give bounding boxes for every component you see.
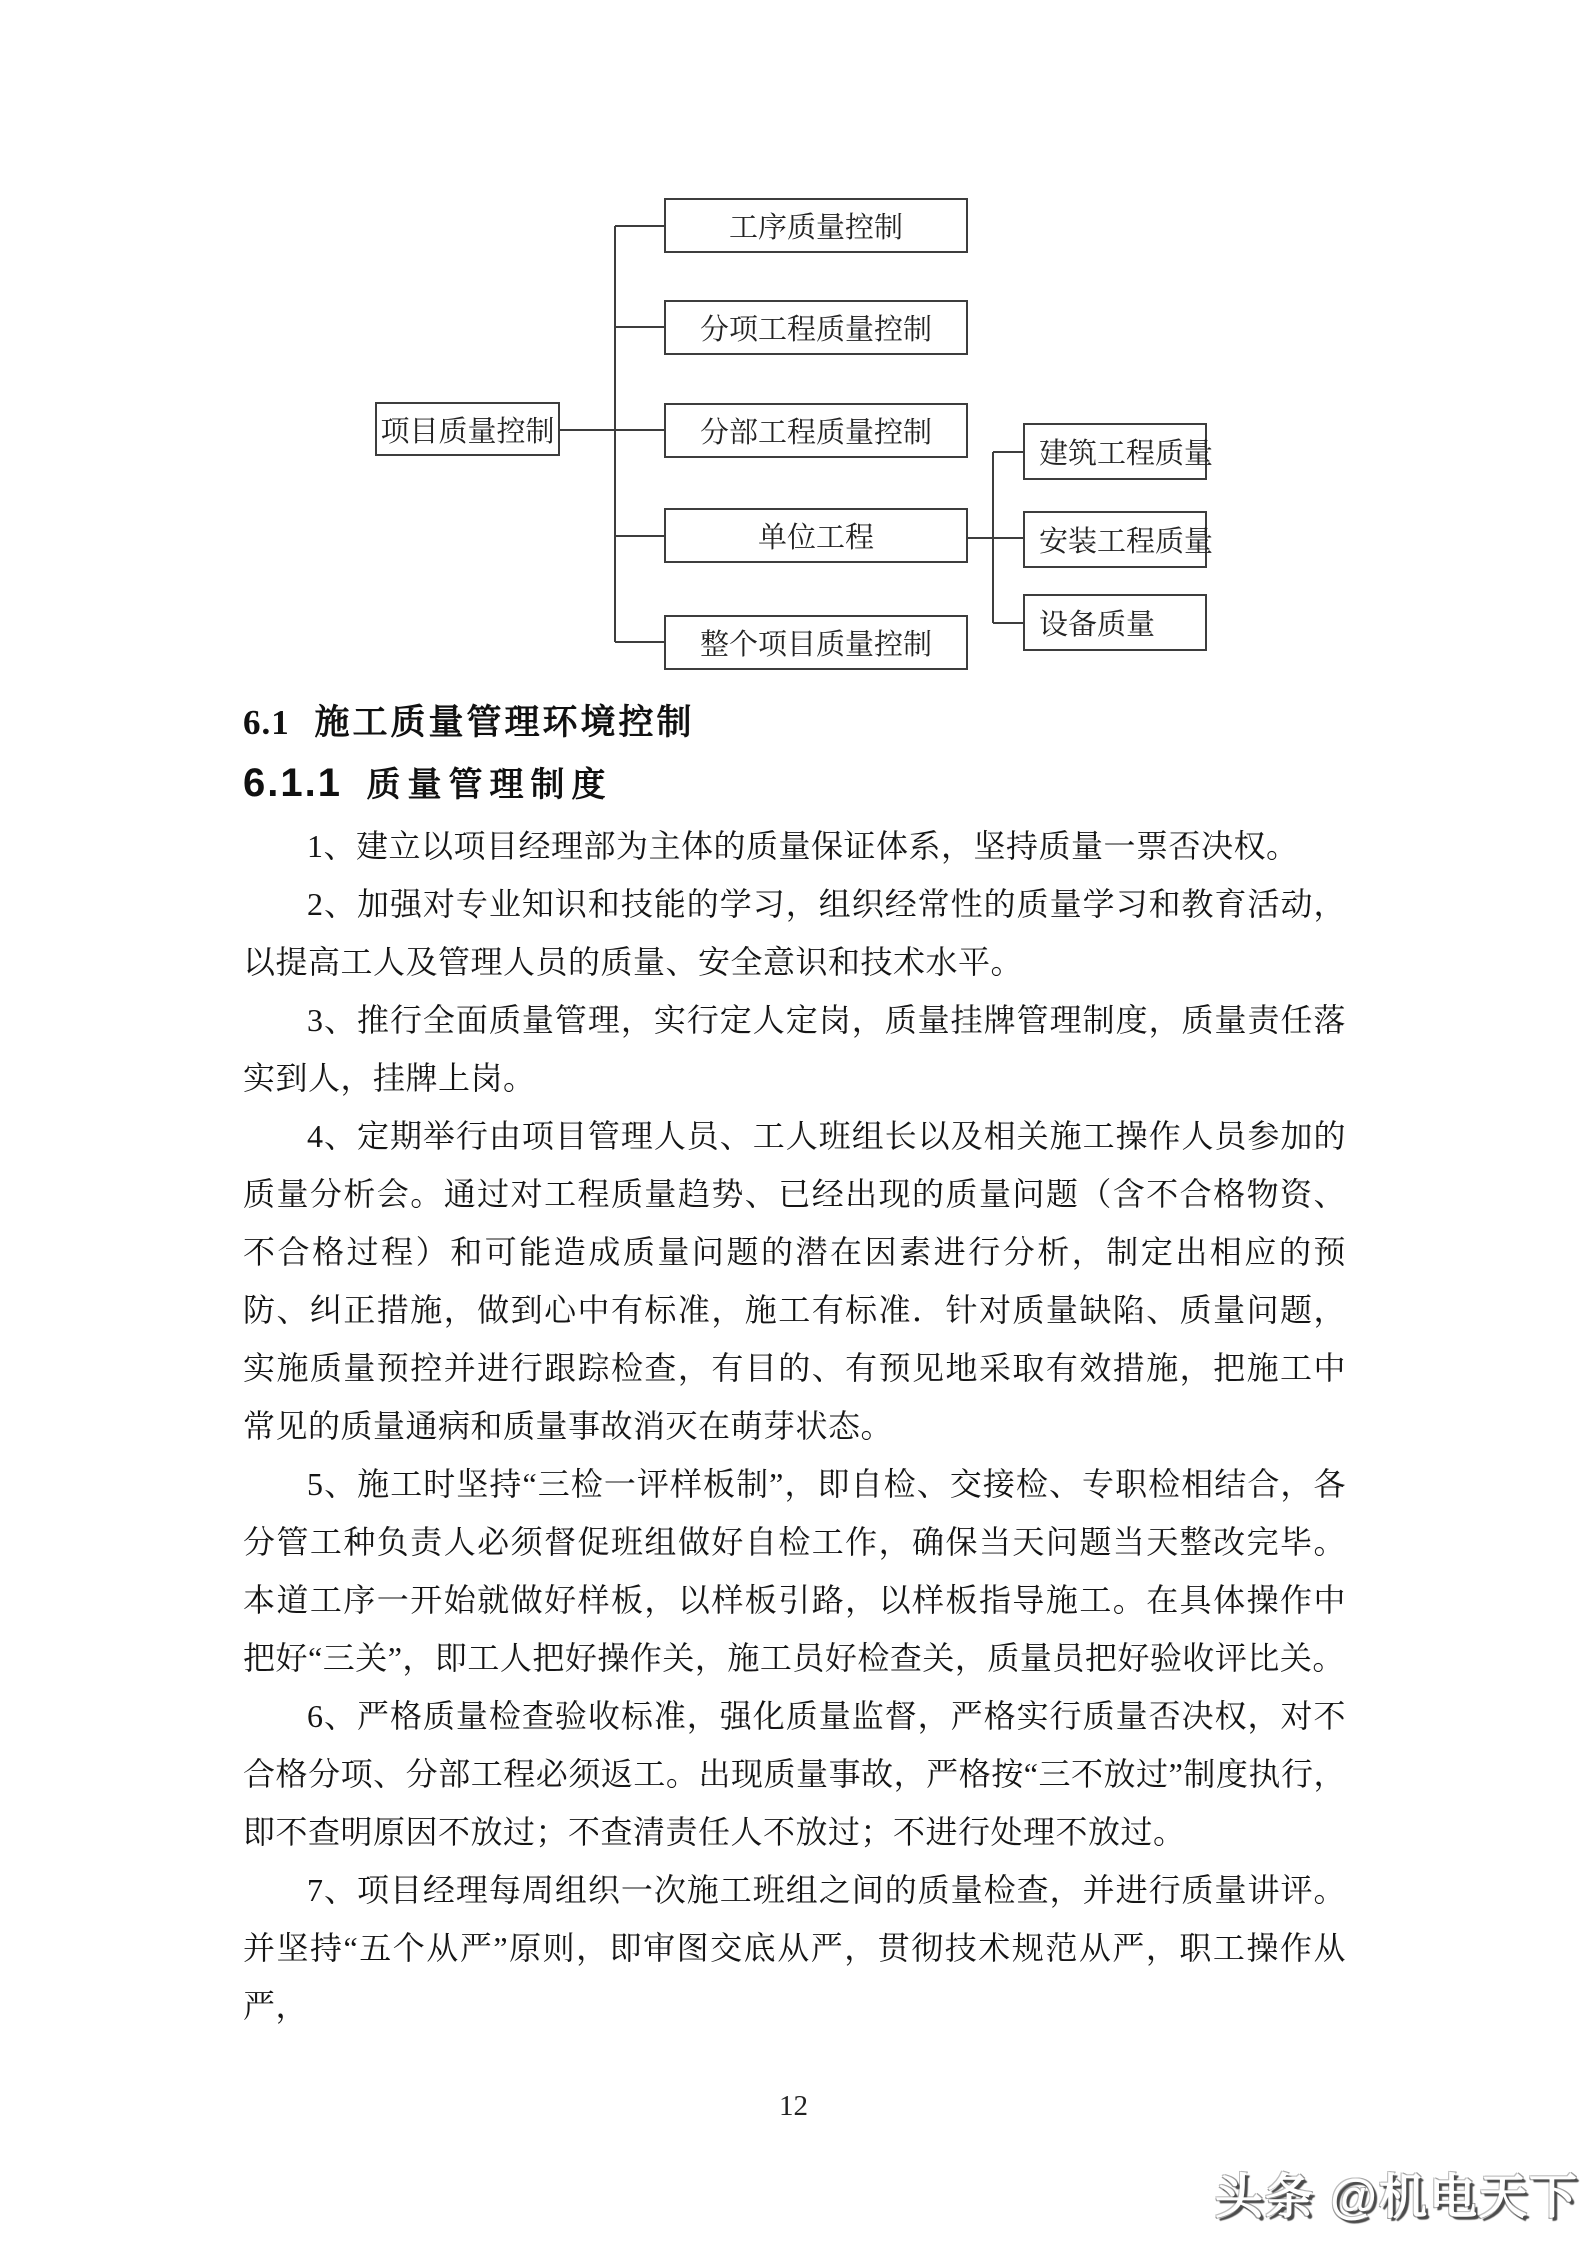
- paragraph-2: 2、加强对专业知识和技能的学习，组织经常性的质量学习和教育活动，以提高工人及管理人员的质量、安全意识和技术水平。: [243, 886, 1346, 980]
- diagram-box-equipment-quality: 设备质量: [1023, 594, 1207, 651]
- paragraph-6: 6、严格质量检查验收标准，强化质量监督，严格实行质量否决权，对不合格分项、分部工程必须返工。出现质量事故，严格按“三不放过”制度执行，即不查明原因不放过；不查清责任人不放过；不进行处理不放过。: [243, 1698, 1346, 1850]
- section-heading-6-1-1: [243, 752, 1346, 817]
- toutiao-watermark: 头条 @机电天下: [1214, 2171, 1579, 2224]
- quality-control-diagram: [0, 0, 1587, 700]
- paragraph-7: 7、项目经理每周组织一次施工班组之间的质量检查，并进行质量讲评。并坚持“五个从严”原则，即审图交底从严，贯彻技术规范从严，职工操作从严，: [243, 1872, 1346, 2024]
- paragraph-4: 4、定期举行由项目管理人员、工人班组长以及相关施工操作人员参加的质量分析会。通过对工程质量趋势、已经出现的质量问题（含不合格物资、不合格过程）和可能造成质量问题的潜在因素进行分析，制定出相应的预防、纠正措施，做到心中有标准，施工有标准．针对质量缺陷、质量问题，实施质量预控并进行跟踪检查，有目的、有预见地采取有效措施，把施工中常见的质量通病和质量事故消灭在萌芽状态。: [243, 1118, 1346, 1444]
- paragraph-5: 5、施工时坚持“三检一评样板制”，即自检、交接检、专职检相结合，各分管工种负责人必须督促班组做好自检工作，确保当天问题当天整改完毕。本道工序一开始就做好样板，以样板引路，以样板指导施工。在具体操作中把好“三关”，即工人把好操作关，施工员好检查关，质量员把好验收评比关。: [243, 1466, 1346, 1676]
- diagram-box-installation-quality: 安装工程质量: [1023, 511, 1207, 568]
- diagram-box-process-quality-control: 工序质量控制: [664, 198, 968, 253]
- section-heading-6-1: [243, 694, 1346, 752]
- subsection-number: 6.1.1: [243, 761, 342, 805]
- diagram-box-whole-project-quality-control: 整个项目质量控制: [664, 615, 968, 670]
- document-body: [243, 694, 1346, 2035]
- paragraph-list: [243, 817, 1346, 2035]
- section-number: 6.1: [243, 703, 290, 742]
- diagram-box-subdivision-quality-control: 分部工程质量控制: [664, 403, 968, 458]
- paragraph-1: 1、建立以项目经理部为主体的质量保证体系，坚持质量一票否决权。: [307, 828, 1299, 864]
- page-number: 12: [779, 2090, 808, 2122]
- diagram-box-building-quality: 建筑工程质量: [1023, 423, 1207, 480]
- section-title: 施工质量管理环境控制: [314, 703, 695, 742]
- diagram-box-unit-project: 单位工程: [664, 508, 968, 563]
- diagram-box-project-quality-control: 项目质量控制: [375, 402, 560, 456]
- paragraph-3: 3、推行全面质量管理，实行定人定岗，质量挂牌管理制度，质量责任落实到人，挂牌上岗。: [243, 1002, 1346, 1096]
- subsection-title: 质量管理制度: [366, 767, 613, 804]
- diagram-box-subitem-quality-control: 分项工程质量控制: [664, 300, 968, 355]
